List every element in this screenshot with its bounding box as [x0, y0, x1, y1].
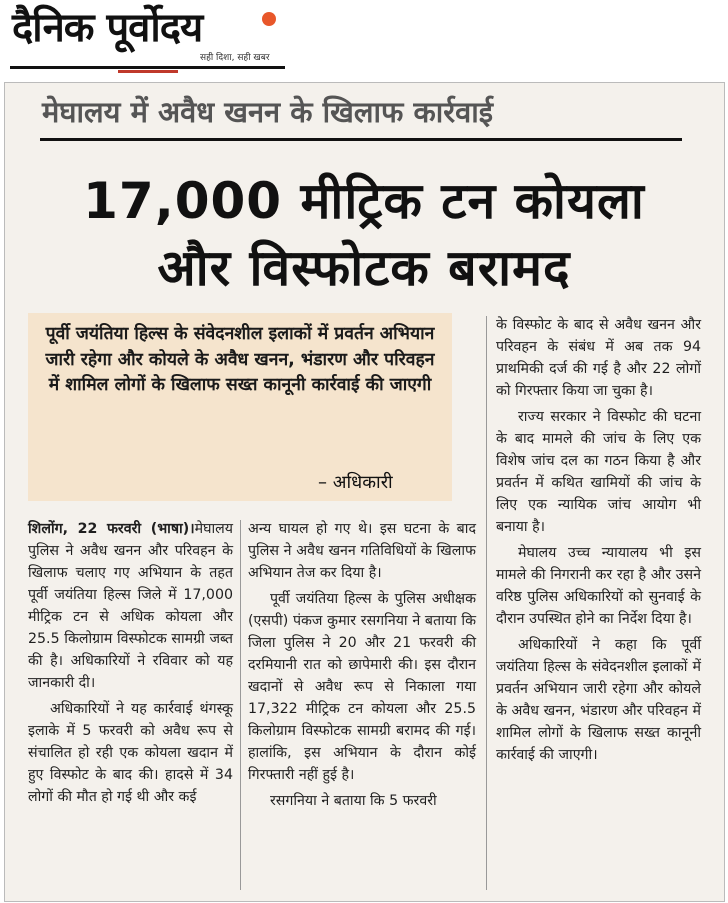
kicker-headline: मेघालय में अवैध खनन के खिलाफ कार्रवाई	[42, 95, 493, 129]
article-paragraph: के विस्फोट के बाद से अवैध खनन और परिवहन के संबंध में अब तक 94 प्राथमिकी दर्ज की गई है और 22 लोगों को गिरफ्तार किया जा चुका है।	[496, 317, 701, 399]
masthead-rule	[10, 66, 285, 69]
article-paragraph: अधिकारियों ने यह कार्रवाई थंगस्कू इलाके में 5 फरवरी को अवैध रूप से संचालित हो रही एक कोयला खदान में हुए विस्फोट के बाद की। हादसे में 34 लोगों की मौत हो गई थी और कई	[28, 701, 233, 805]
pullquote-attribution: – अधिकारी	[318, 472, 393, 493]
article-paragraph: राज्य सरकार ने विस्फोट की घटना के बाद मामले की जांच के लिए एक विशेष जांच दल का गठन किया है और प्रवर्तन में कथित खामियों की जांच के लिए एक न्यायिक जांच आयोग भी बनाया है।	[496, 409, 701, 535]
article-paragraph: अन्य घायल हो गए थे। इस घटना के बाद पुलिस ने अवैध खनन गतिविधियों के खिलाफ अभियान तेज कर दिया है।	[248, 521, 476, 581]
dateline: शिलोंग, 22 फरवरी (भाषा)।	[28, 521, 195, 537]
article-column-3	[496, 314, 701, 770]
article-paragraph: रसगनिया ने बताया कि 5 फरवरी	[270, 793, 437, 809]
article-paragraph: पूर्वी जयंतिया हिल्स के पुलिस अधीक्षक (एसपी) पंकज कुमार रसगनिया ने बताया कि जिला पुलिस ने 20 और 21 फरवरी की दरमियानी रात को छापेमारी की। इस दौरान खदानों से अवैध रूप से निकाला गया 17,322 मीट्रिक टन कोयला और 25.5 किलोग्राम विस्फोटक सामग्री बरामद की गई। हालांकि, इस अभियान के दौरान कोई गिरफ्तारी नहीं हुई है।	[248, 591, 476, 783]
logo-dot-icon	[262, 12, 276, 26]
headline-line-1: 17,000 मीट्रिक टन कोयला	[83, 172, 645, 230]
article-paragraph: अधिकारियों ने कहा कि पूर्वी जयंतिया हिल्स के संवेदनशील इलाकों में प्रवर्तन अभियान जारी रहेगा और कोयले के अवैध खनन, भंडारण और परिवहन में शामिल लोगों के खिलाफ सख्त कानूनी कार्रवाई की जाएगी।	[496, 637, 701, 763]
kicker-rule	[40, 138, 682, 141]
article-paragraph	[28, 518, 233, 694]
newspaper-logo: दैनिक पूर्वोदय	[12, 5, 203, 51]
masthead-accent	[118, 70, 178, 73]
newspaper-tagline: सही दिशा, सही खबर	[200, 53, 270, 63]
pullquote-text: पूर्वी जयंतिया हिल्स के संवेदनशील इलाकों में प्रवर्तन अभियान जारी रहेगा और कोयले के अवैध खनन, भंडारण और परिवहन में शामिल लोगों के खिलाफ सख्त कानूनी कार्रवाई की जाएगी	[45, 324, 435, 395]
article-column-1	[28, 518, 233, 812]
article-paragraph: मेघालय उच्च न्यायालय भी इस मामले की निगरानी कर रहा है और उसने वरिष्ठ पुलिस अधिकारियों को सुनवाई के दौरान उपस्थित होने का निर्देश दिया है।	[496, 545, 701, 627]
masthead	[0, 0, 728, 80]
paragraph-text: मेघालय पुलिस ने अवैध खनन और परिवहन के खिलाफ चलाए गए अभियान के तहत पूर्वी जयंतिया हिल्स जिले में 17,000 मीट्रिक टन से अधिक कोयला और 25.5 किलोग्राम विस्फोटक सामग्री जब्त की है। अधिकारियों ने रविवार को यह जानकारी दी।	[28, 521, 233, 691]
article-column-2	[248, 518, 476, 816]
column-divider	[486, 316, 487, 890]
headline-line-2: और विस्फोटक बरामद	[157, 239, 571, 297]
column-divider	[240, 520, 241, 890]
